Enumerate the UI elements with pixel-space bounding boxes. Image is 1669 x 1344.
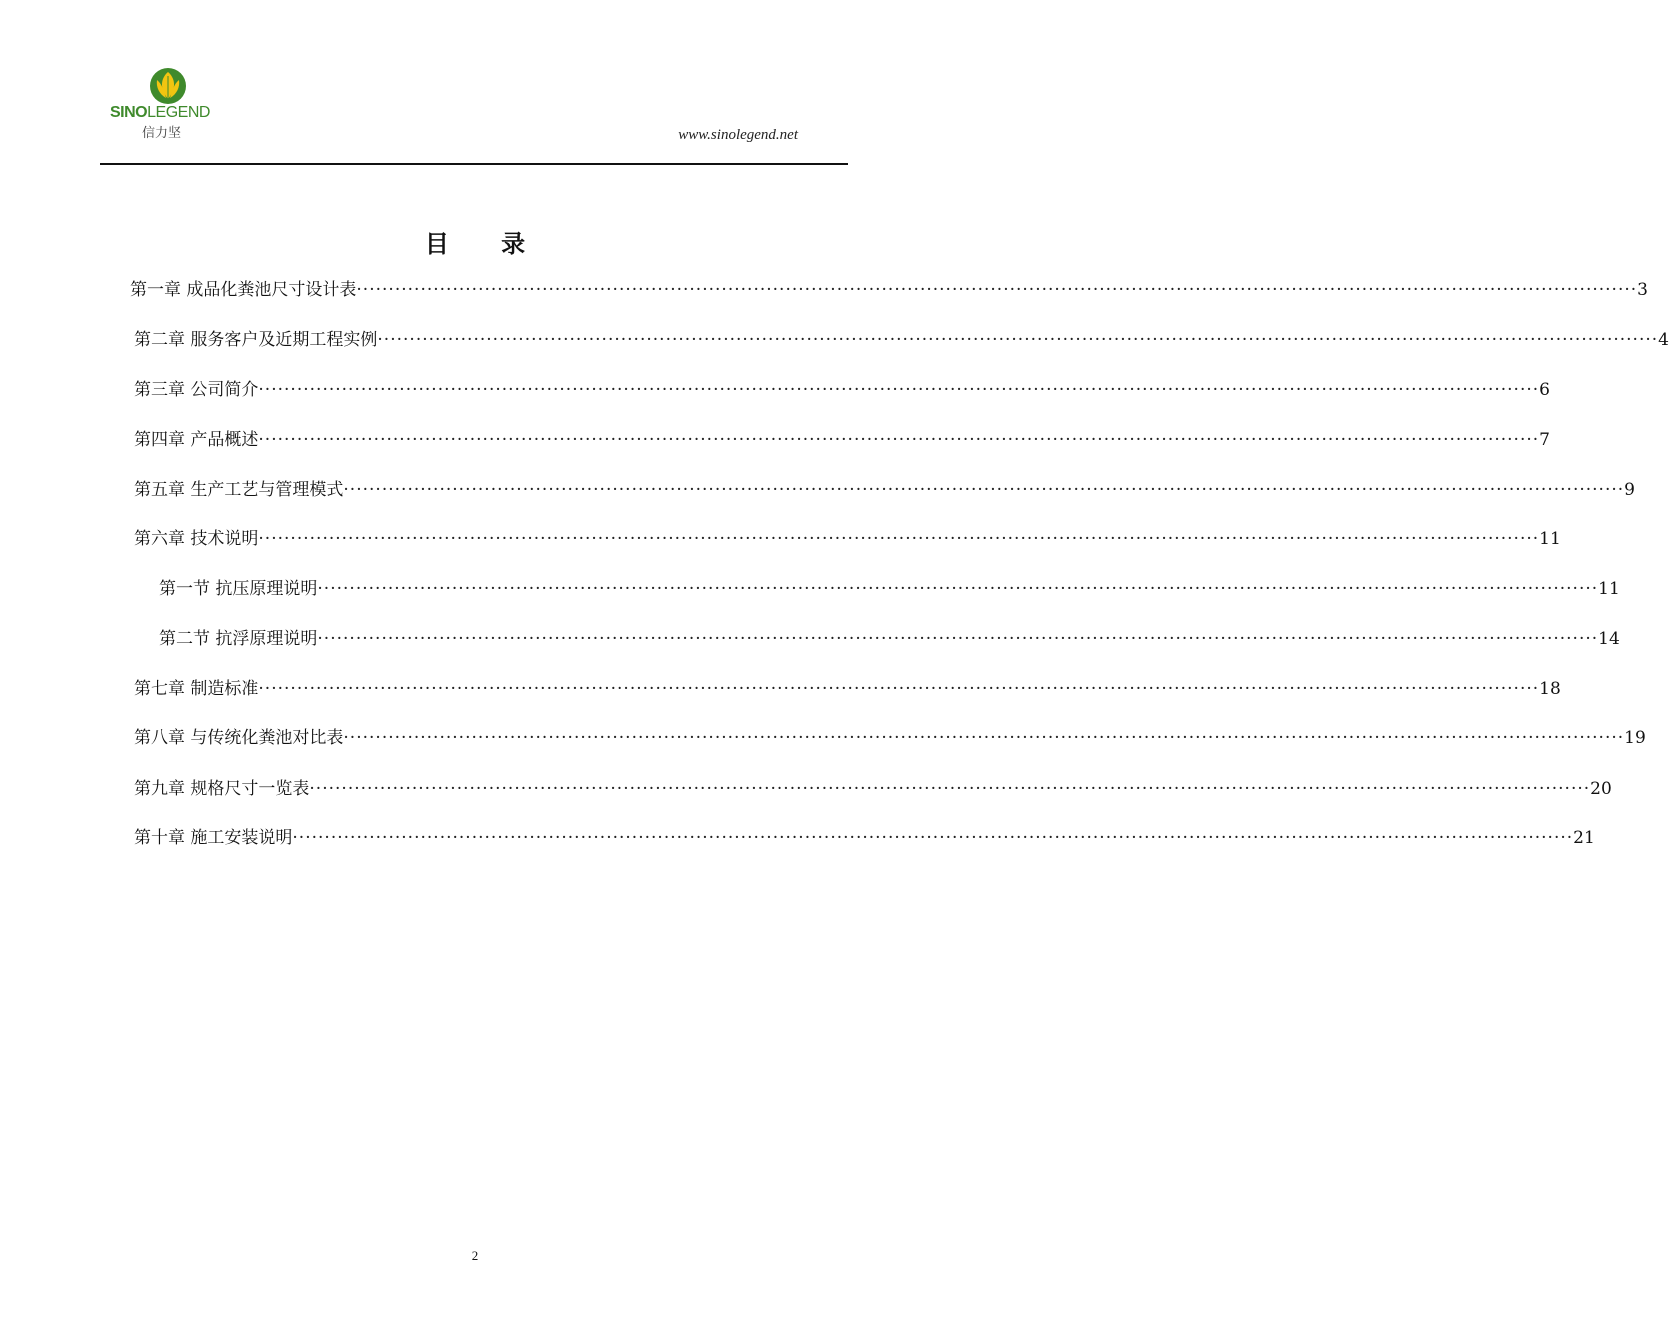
toc-entry-page: 21 [1573, 828, 1595, 848]
page-number: 2 [471, 1248, 479, 1263]
toc-entry-page: 20 [1590, 779, 1612, 799]
toc-entry-page: 11 [1539, 529, 1561, 549]
logo-chinese-name: 信力坚 [142, 126, 182, 141]
toc-entry[interactable] [159, 578, 1620, 600]
toc-entry-label: 第六章 技术说明 [134, 529, 259, 549]
toc-entry-page: 7 [1539, 430, 1550, 450]
toc-entry-label: 第九章 规格尺寸一览表 [134, 779, 310, 799]
toc-entry[interactable] [134, 329, 1669, 351]
toc-leader-dots: ········································································································································································································ [258, 529, 1540, 549]
toc-entry-page: 3 [1637, 280, 1648, 300]
toc-entry[interactable] [130, 279, 1648, 301]
toc-entry[interactable] [134, 678, 1561, 700]
toc-leader-dots: ········································································································································································································ [258, 679, 1540, 699]
toc-entry-label: 第一节 抗压原理说明 [159, 579, 318, 599]
toc-entry-label: 第二节 抗浮原理说明 [159, 629, 318, 649]
toc-entry[interactable] [134, 479, 1635, 501]
toc-entry[interactable] [134, 827, 1595, 849]
toc-entry[interactable] [134, 778, 1612, 800]
toc-entry-page: 6 [1539, 380, 1550, 400]
toc-entry[interactable] [134, 727, 1646, 749]
toc-entry-page: 19 [1624, 728, 1646, 748]
toc-entry-label: 第四章 产品概述 [134, 430, 259, 450]
toc-entry[interactable] [134, 528, 1561, 550]
toc-leader-dots: ········································································································································································································ [343, 480, 1625, 500]
toc-entry-label: 第二章 服务客户及近期工程实例 [134, 330, 378, 350]
toc-entry-label: 第八章 与传统化粪池对比表 [134, 728, 344, 748]
toc-entry-page: 4 [1658, 330, 1669, 350]
website-url: www.sinolegend.net [678, 127, 798, 143]
logo-brand-bold: SINO [110, 104, 148, 121]
toc-entry[interactable] [159, 628, 1620, 650]
toc-entry[interactable] [134, 429, 1550, 451]
toc-entry-label: 第十章 施工安装说明 [134, 828, 293, 848]
toc-leader-dots: ········································································································································································································ [356, 280, 1638, 300]
toc-entry-page: 14 [1598, 629, 1620, 649]
toc-entry-label: 第一章 成品化粪池尺寸设计表 [130, 280, 357, 300]
toc-leader-dots: ········································································································································································································ [292, 828, 1574, 848]
toc-entry-label: 第五章 生产工艺与管理模式 [134, 480, 344, 500]
toc-leader-dots: ········································································································································································································ [258, 430, 1540, 450]
toc-title: 目 录 [424, 230, 548, 258]
toc-leader-dots: ········································································································································································································ [309, 779, 1591, 799]
toc-leader-dots: ········································································································································································································ [317, 579, 1599, 599]
toc-entry[interactable] [134, 379, 1550, 401]
toc-leader-dots: ········································································································································································································ [317, 629, 1599, 649]
logo-brand-light: LEGEND [147, 104, 210, 121]
toc-entry-page: 11 [1598, 579, 1620, 599]
toc-leader-dots: ········································································································································································································ [343, 728, 1625, 748]
toc-entry-label: 第七章 制造标准 [134, 679, 259, 699]
toc-entry-label: 第三章 公司简介 [134, 380, 259, 400]
toc-entry-page: 9 [1624, 480, 1635, 500]
toc-entry-page: 18 [1539, 679, 1561, 699]
toc-leader-dots: ········································································································································································································ [377, 330, 1659, 350]
toc-leader-dots: ········································································································································································································ [258, 380, 1540, 400]
